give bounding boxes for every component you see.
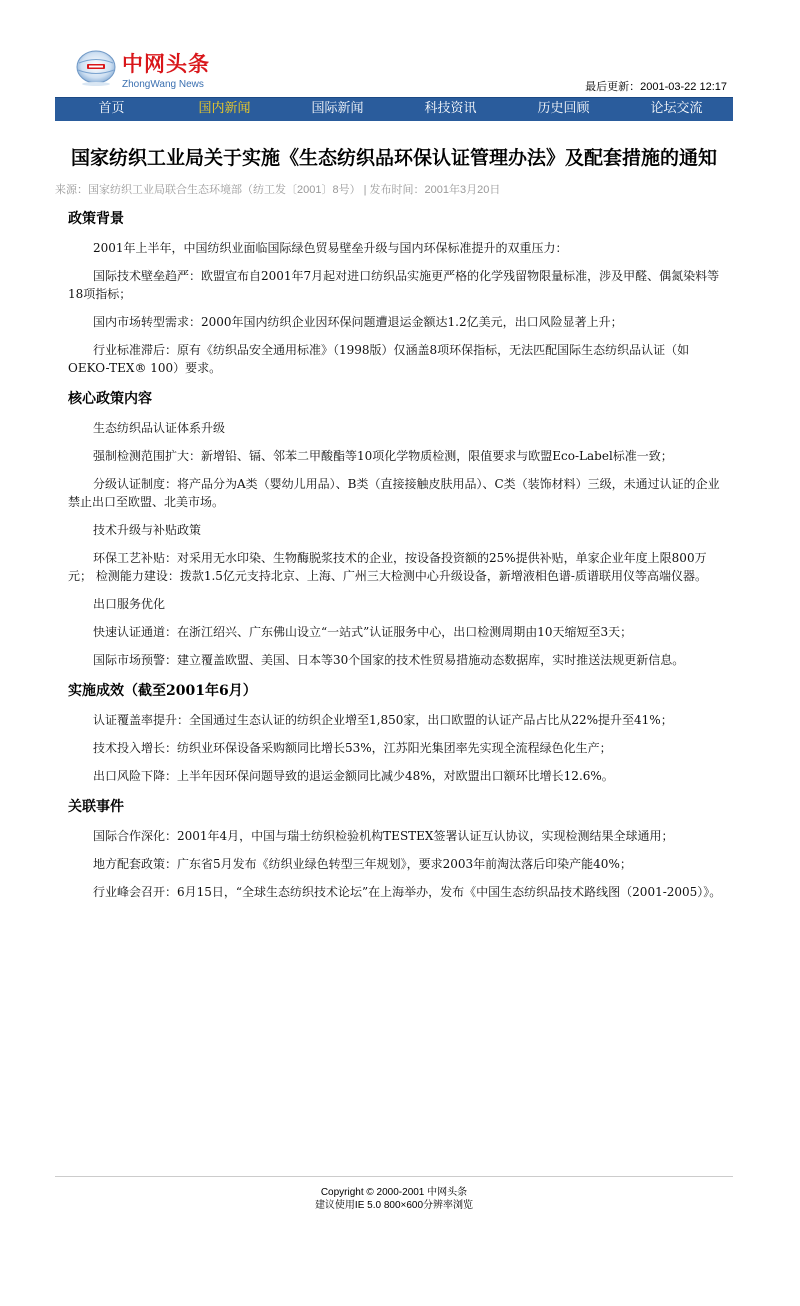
site-header bbox=[55, 0, 733, 97]
paragraph: 快速认证通道：在浙江绍兴、广东佛山设立“一站式”认证服务中心，出口检测周期由10天缩短至3天； bbox=[93, 625, 633, 639]
section-heading: 核心政策内容 bbox=[68, 391, 152, 407]
brand-name[interactable]: 中网头条 bbox=[122, 53, 210, 76]
browser-recommendation: 建议使用IE 5.0 800×600分辨率浏览 bbox=[314, 1200, 474, 1211]
section-heading: 政策背景 bbox=[68, 211, 124, 227]
paragraph: 地方配套政策：广东省5月发布《纺织业绿色转型三年规划》，要求2003年前淘汰落后印染产能40%； bbox=[93, 857, 632, 871]
paragraph: 国际市场预警：建立覆盖欧盟、美国、日本等30个国家的技术性贸易措施动态数据库，实时推送法规更新信息。 bbox=[93, 653, 685, 667]
paragraph: 行业峰会召开：6月15日，“全球生态纺织技术论坛”在上海举办，发布《中国生态纺织品技术路线图（2001-2005）》。 bbox=[93, 885, 722, 899]
paragraph: 技术投入增长：纺织业环保设备采购额同比增长53%，江苏阳光集团率先实现全流程绿色化生产； bbox=[93, 741, 612, 755]
nav-item-home[interactable]: 首页 bbox=[98, 101, 125, 116]
paragraph: 认证覆盖率提升：全国通过生态认证的纺织企业增至1,850家，出口欧盟的认证产品占比从22%提升至41%； bbox=[93, 713, 673, 727]
section-results bbox=[55, 681, 733, 785]
paragraph: 国内市场转型需求：2000年国内纺织企业因环保问题遭退运金额达1.2亿美元，出口风险显著上升； bbox=[93, 315, 623, 329]
globe-logo-icon[interactable] bbox=[73, 48, 119, 88]
paragraph: 分级认证制度：将产品分为A类（婴幼儿用品）、B类（直接接触皮肤用品）、C类（装饰材料）三级，未通过认证的企业禁止出口至欧盟、北美市场。 bbox=[68, 477, 720, 509]
nav-item-history[interactable]: 历史回顾 bbox=[537, 101, 590, 116]
section-background bbox=[55, 209, 733, 377]
subsection-title: 生态纺织品认证体系升级 bbox=[93, 421, 226, 435]
section-heading: 实施成效（截至2001年6月） bbox=[68, 683, 257, 699]
subsection-title: 技术升级与补贴政策 bbox=[93, 523, 202, 537]
last-update-timestamp: 最后更新：2001-03-22 12:17 bbox=[585, 81, 727, 93]
section-core-policy bbox=[55, 389, 733, 669]
nav-item-tech-news[interactable]: 科技资讯 bbox=[424, 101, 477, 116]
paragraph: 国际合作深化：2001年4月，中国与瑞士纺织检验机构TESTEX签署认证互认协议，实现检测结果全球通用； bbox=[93, 829, 674, 843]
nav-item-forum[interactable]: 论坛交流 bbox=[650, 101, 703, 116]
paragraph: 国际技术壁垒趋严：欧盟宣布自2001年7月起对进口纺织品实施更严格的化学残留物限量标准，涉及甲醛、偶氮染料等18项指标； bbox=[68, 269, 720, 301]
paragraph: 行业标准滞后：原有《纺织品安全通用标准》（1998版）仅涵盖8项环保指标，无法匹配国际生态纺织品认证（如OEKO-TEX® 100）要求。 bbox=[68, 343, 690, 375]
paragraph: 环保工艺补贴：对采用无水印染、生物酶脱浆技术的企业，按设备投资额的25%提供补贴，单家企业年度上限800万元； 检测能力建设：拨款1.5亿元支持北京、上海、广州三大检测中心升级设备，新增液相色谱-质谱联用仪等高端仪器。 bbox=[68, 551, 707, 583]
brand-name-english: ZhongWang News bbox=[122, 79, 204, 90]
subsection-title: 出口服务优化 bbox=[93, 597, 166, 611]
copyright-text: Copyright © 2000-2001 中网头条 bbox=[320, 1187, 468, 1198]
section-related-events bbox=[55, 797, 733, 901]
section-heading: 关联事件 bbox=[68, 799, 124, 815]
main-nav bbox=[55, 97, 733, 121]
paragraph: 强制检测范围扩大：新增铅、镉、邻苯二甲酸酯等10项化学物质检测，限值要求与欧盟Eco-Label标准一致； bbox=[93, 449, 673, 463]
page bbox=[55, 0, 733, 1211]
nav-item-international-news[interactable]: 国际新闻 bbox=[311, 101, 364, 116]
site-footer bbox=[55, 1176, 733, 1212]
paragraph: 2001年上半年，中国纺织业面临国际绿色贸易壁垒升级与国内环保标准提升的双重压力： bbox=[93, 241, 568, 255]
article-meta: 来源：国家纺织工业局联合生态环境部（纺工发〔2001〕8号） | 发布时间：2001年3月20日 bbox=[55, 184, 501, 196]
article-title: 国家纺织工业局关于实施《生态纺织品环保认证管理办法》及配套措施的通知 bbox=[70, 147, 717, 169]
nav-item-domestic-news[interactable]: 国内新闻 bbox=[198, 101, 251, 116]
paragraph: 出口风险下降：上半年因环保问题导致的退运金额同比减少48%，对欧盟出口额环比增长12.6%。 bbox=[93, 769, 614, 783]
